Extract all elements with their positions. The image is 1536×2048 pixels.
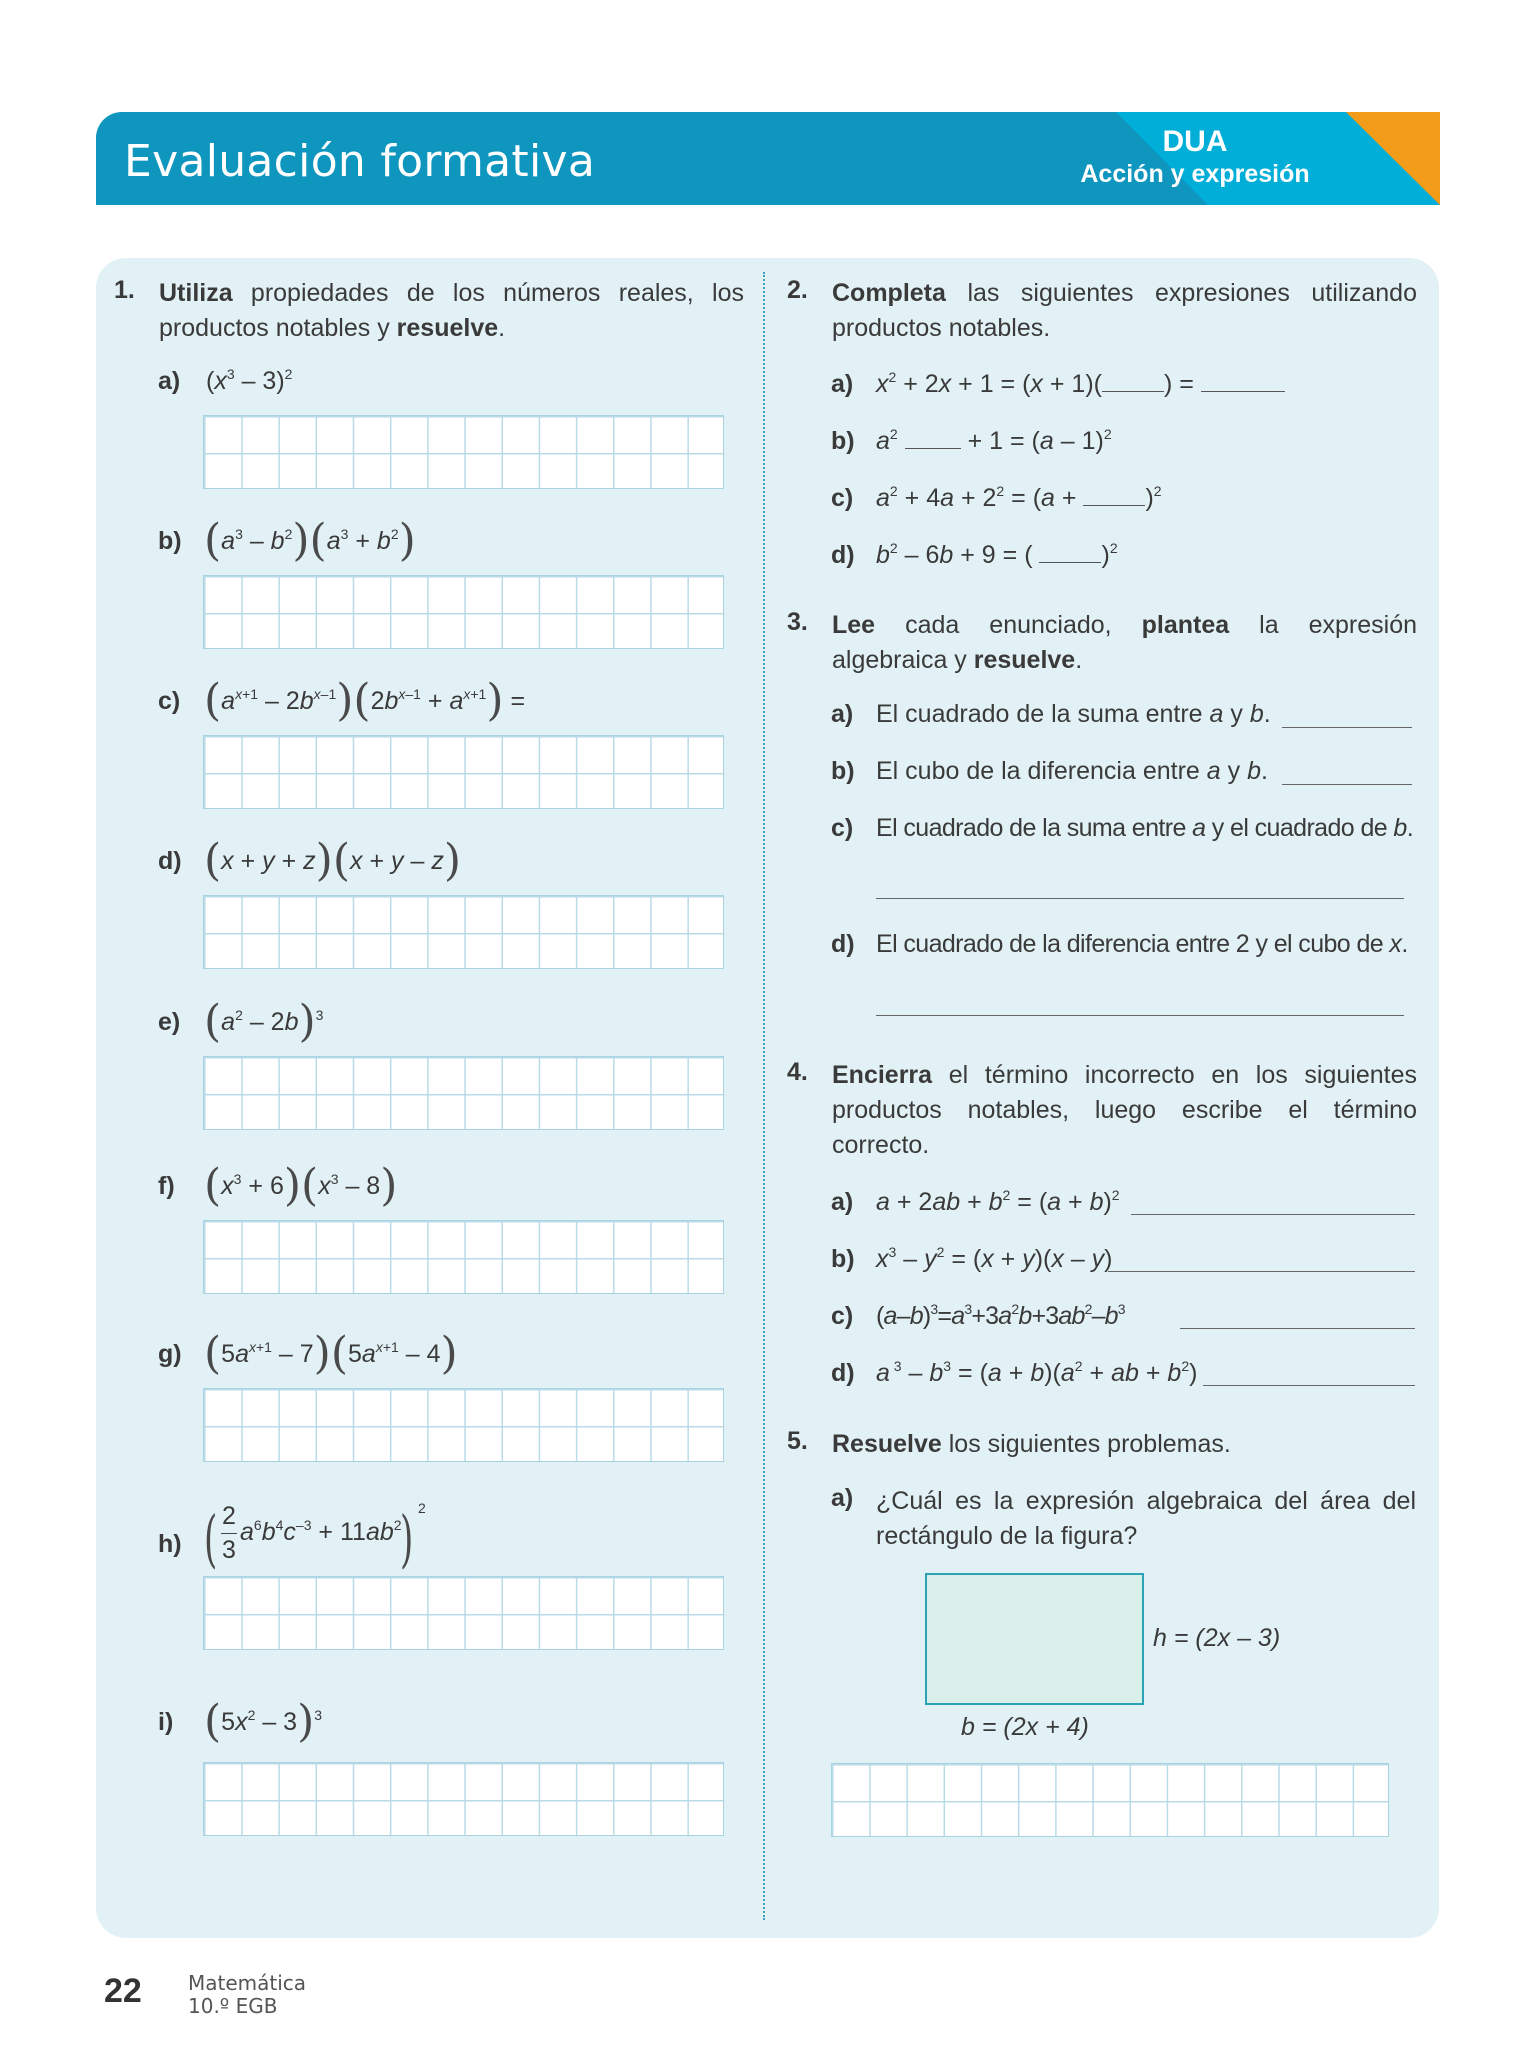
q1a-expression: $(x^3 - 3)^2$ bbox=[206, 366, 293, 395]
q1e-answer-grid[interactable] bbox=[203, 1056, 724, 1130]
q1f-label: f) bbox=[158, 1172, 175, 1200]
q3a-text: El cuadrado de la suma entre a y b. bbox=[876, 700, 1271, 728]
q3d-label: d) bbox=[831, 930, 855, 958]
q2c-label: c) bbox=[831, 484, 854, 512]
q4-instruction bbox=[832, 1058, 1417, 1163]
page-header bbox=[96, 112, 1440, 205]
q2a-label: a) bbox=[831, 370, 854, 398]
q5-instruction bbox=[832, 1427, 1417, 1462]
q3a-label: a) bbox=[831, 700, 854, 728]
footer-grade: 10.º EGB bbox=[188, 1994, 278, 2018]
q1a-answer-grid[interactable] bbox=[203, 415, 724, 489]
q1g-label: g) bbox=[158, 1340, 182, 1368]
page-title: Evaluación formativa bbox=[124, 136, 596, 187]
q2-instruction bbox=[832, 276, 1417, 346]
q2-verb: Completa bbox=[832, 279, 946, 307]
q4a-answer-line[interactable] bbox=[1131, 1214, 1415, 1215]
q1f-answer-grid[interactable] bbox=[203, 1220, 724, 1294]
q1d-answer-grid[interactable] bbox=[203, 895, 724, 969]
page-number: 22 bbox=[104, 1972, 142, 2010]
q3b-answer-line[interactable] bbox=[1282, 784, 1412, 785]
q3b-text: El cubo de la diferencia entre a y b. bbox=[876, 757, 1268, 785]
footer-subject bbox=[188, 1972, 306, 2018]
q1-instruction bbox=[159, 276, 744, 346]
q4b-label: b) bbox=[831, 1245, 855, 1273]
q3-number: 3. bbox=[787, 608, 808, 636]
footer-subject-name: Matemática bbox=[188, 1971, 307, 1995]
q4d-answer-line[interactable] bbox=[1203, 1385, 1415, 1386]
q1a-label: a) bbox=[158, 367, 181, 395]
q2d-expression: $b^2 - 6b + 9$ = ( )$^2$ bbox=[876, 540, 1118, 569]
q1c-expression: $(a^{x+1} - 2b^{x-1})(2b^{x-1} + a^{x+1})$ = bbox=[204, 675, 526, 726]
q2c-expression: $a^2 + 4a + 2^2 = (a + )^2$ bbox=[876, 483, 1162, 512]
dua-badge-title: DUA bbox=[1162, 125, 1228, 158]
rectangle-figure bbox=[925, 1573, 1144, 1705]
q1f-expression: $(x^3 + 6)(x^3 - 8)$ bbox=[204, 1160, 398, 1211]
q1g-answer-grid[interactable] bbox=[203, 1388, 724, 1462]
q1h-answer-grid[interactable] bbox=[203, 1576, 724, 1650]
q1-text1: propiedades de los números reales, los productos notables y bbox=[159, 279, 744, 342]
q4-text: el término incorrecto en los siguientes productos notables, luego escribe el término correcto. bbox=[832, 1061, 1417, 1159]
q1e-expression: $(a^2 - 2b)^3$ bbox=[204, 996, 324, 1047]
q4d-expression[interactable]: a $^3 - b^3 = (a + b)(a^2$ + ab + $b^2$) bbox=[876, 1358, 1198, 1387]
q1b-answer-grid[interactable] bbox=[203, 575, 724, 649]
q2b-expression: $a^2 + 1 = (a - 1)^2$ bbox=[876, 426, 1112, 455]
q3d-answer-line[interactable] bbox=[876, 1015, 1404, 1016]
q4c-expression[interactable]: $(a-b)^3=a^3+3a^2b+3ab^2-b^3$ bbox=[876, 1301, 1125, 1330]
q3-verb3: resuelve bbox=[973, 646, 1076, 674]
q1-verb1: Utiliza bbox=[159, 279, 233, 307]
q5-text: los siguientes problemas. bbox=[941, 1430, 1231, 1458]
q1c-answer-grid[interactable] bbox=[203, 735, 724, 809]
q3-instruction bbox=[832, 608, 1417, 678]
q2d-label: d) bbox=[831, 541, 855, 569]
q2b-label: b) bbox=[831, 427, 855, 455]
q4-number: 4. bbox=[787, 1058, 808, 1086]
q1d-expression: (x + y + z)(x + y – z) bbox=[204, 835, 461, 886]
q1-number: 1. bbox=[114, 276, 135, 304]
rectangle-height-label: h = (2x – 3) bbox=[1153, 1624, 1281, 1652]
q1g-expression: $(5a^{x+1} - 7)(5a^{x+1} - 4)$ bbox=[204, 1328, 458, 1379]
dua-badge bbox=[1035, 126, 1355, 190]
q3d-text: El cuadrado de la diferencia entre 2 y el cubo de x. bbox=[876, 930, 1408, 958]
q4-verb: Encierra bbox=[832, 1061, 933, 1089]
q4a-label: a) bbox=[831, 1188, 854, 1216]
q3-text2: la expresión algebraica y bbox=[832, 611, 1417, 674]
q2a-expression: $x^2 + 2x + 1 = (x + 1)$( ) = bbox=[876, 370, 1285, 399]
q3-verb2: plantea bbox=[1141, 611, 1230, 639]
q3b-label: b) bbox=[831, 757, 855, 785]
column-divider bbox=[763, 272, 765, 1920]
q5a-label: a) bbox=[831, 1484, 854, 1512]
q1-verb2: resuelve bbox=[396, 314, 499, 342]
q1h-label: h) bbox=[158, 1530, 182, 1558]
q1-text2: . bbox=[498, 314, 506, 342]
q5a-answer-grid[interactable] bbox=[831, 1763, 1389, 1837]
q4c-label: c) bbox=[831, 1302, 854, 1330]
q4c-answer-line[interactable] bbox=[1180, 1328, 1415, 1329]
q3-text3: . bbox=[1075, 646, 1083, 674]
q2-number: 2. bbox=[787, 276, 808, 304]
q3a-answer-line[interactable] bbox=[1282, 727, 1412, 728]
q1i-expression: $(5x^2 - 3)^3$ bbox=[204, 1696, 323, 1747]
q3c-answer-line[interactable] bbox=[876, 898, 1404, 899]
q1i-answer-grid[interactable] bbox=[203, 1762, 724, 1836]
q3-verb1: Lee bbox=[832, 611, 876, 639]
q1e-label: e) bbox=[158, 1008, 181, 1036]
q1c-label: c) bbox=[158, 687, 181, 715]
q4a-expression[interactable]: $a + 2ab + b^2 = (a + b)^2$ bbox=[876, 1187, 1120, 1216]
q1i-label: i) bbox=[158, 1708, 174, 1736]
q3c-label: c) bbox=[831, 814, 854, 842]
dua-badge-subtitle: Acción y expresión bbox=[1080, 160, 1310, 188]
q2-text: las siguientes expresiones utilizando productos notables. bbox=[832, 279, 1417, 342]
q4b-answer-line[interactable] bbox=[1108, 1271, 1415, 1272]
q1b-label: b) bbox=[158, 527, 182, 555]
q3c-text: El cuadrado de la suma entre a y el cuadrado de b. bbox=[876, 814, 1414, 842]
q4d-label: d) bbox=[831, 1359, 855, 1387]
rectangle-base-label: b = (2x + 4) bbox=[961, 1713, 1089, 1741]
q5a-text: ¿Cuál es la expresión algebraica del área del rectángulo de la figura? bbox=[876, 1487, 1416, 1550]
q4b-expression[interactable]: $x^3 - y^2 = (x + y)(x - y)$ bbox=[876, 1244, 1113, 1273]
q3-text1: cada enunciado, bbox=[875, 611, 1142, 639]
q1b-expression: $(a^3 - b^2)(a^3 + b^2)$ bbox=[204, 515, 416, 566]
q1d-label: d) bbox=[158, 847, 182, 875]
q5-verb: Resuelve bbox=[832, 1430, 942, 1458]
q5-number: 5. bbox=[787, 1427, 808, 1455]
